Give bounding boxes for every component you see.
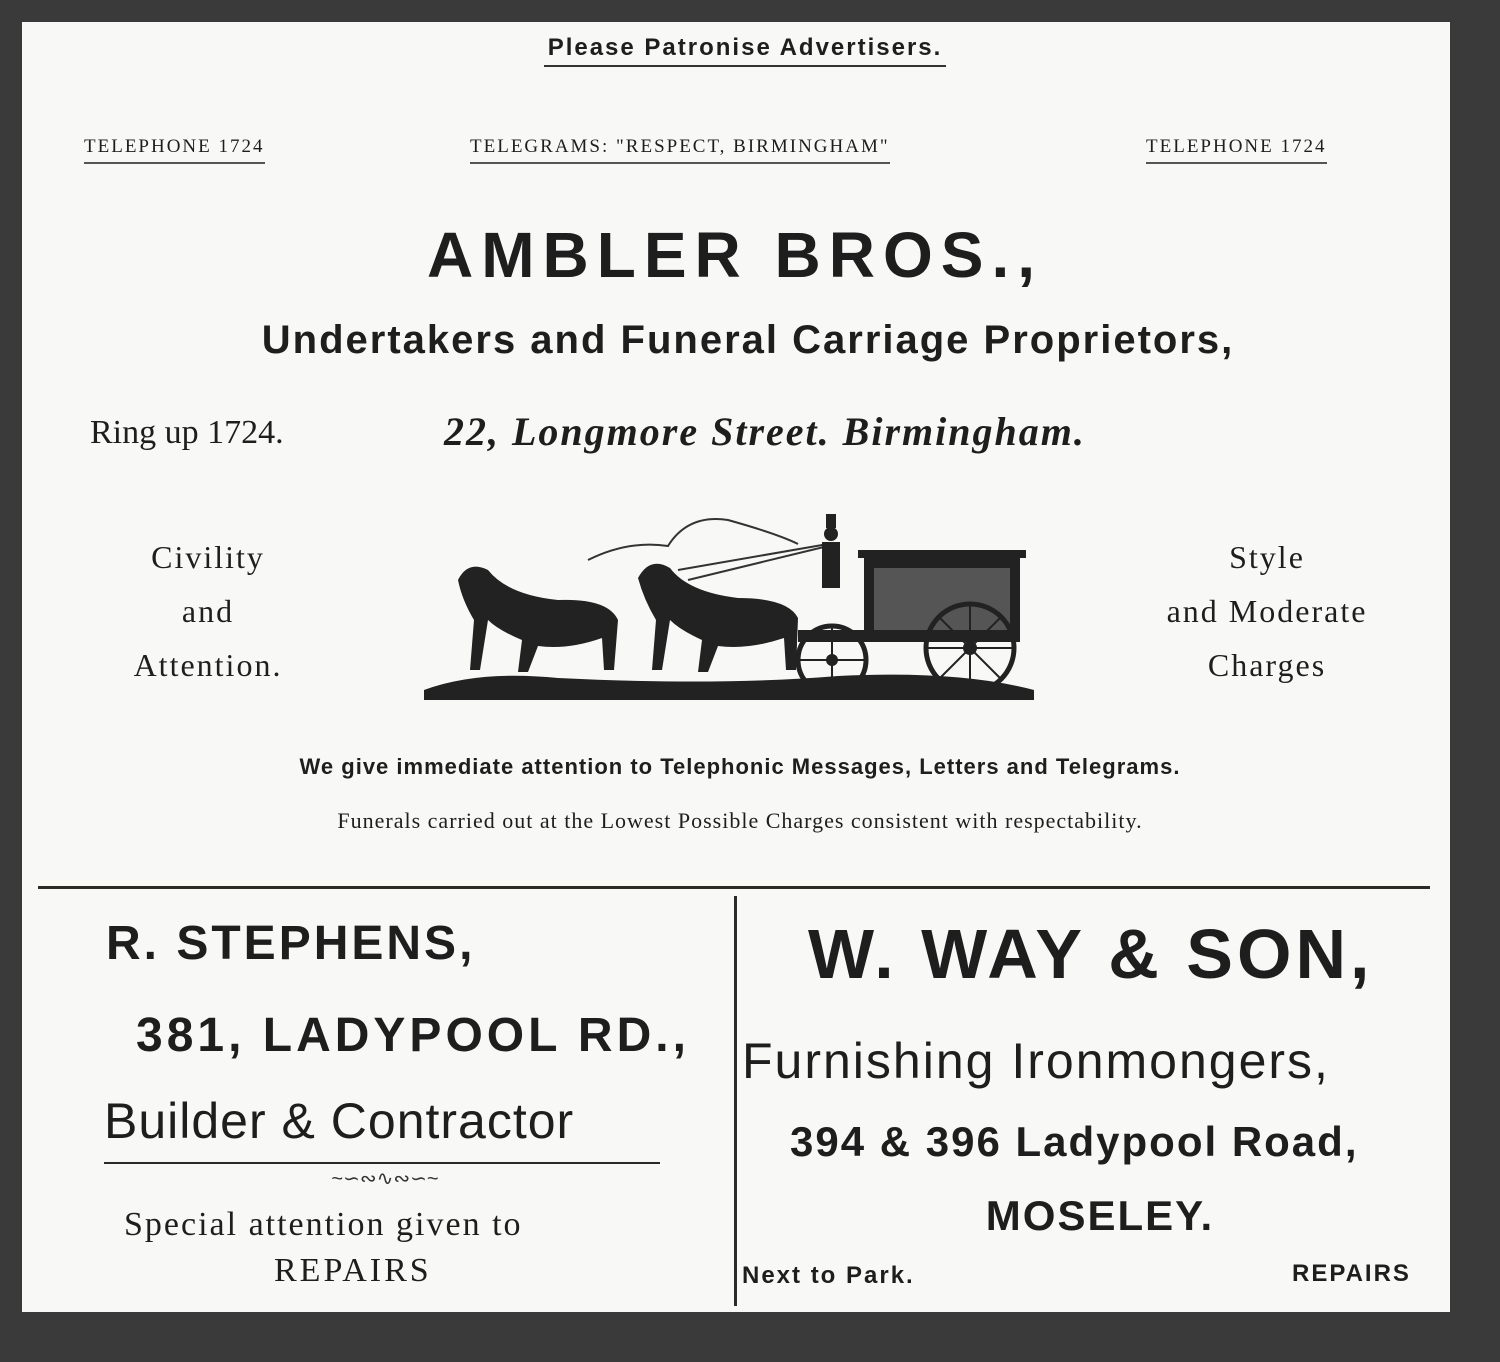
- ambler-attention-line: We give immediate attention to Telephonic Messages, Letters and Telegrams.: [299, 754, 1181, 779]
- way-name: W. WAY & SON,: [808, 915, 1374, 993]
- way-next-to-park: Next to Park.: [742, 1262, 915, 1289]
- ambler-address: 22, Longmore Street. Birmingham.: [444, 409, 1086, 454]
- stephens-repairs: REPAIRS: [274, 1252, 432, 1289]
- patronise-heading: Please Patronise Advertisers.: [0, 34, 1490, 62]
- motto-left-3: Attention.: [133, 647, 283, 683]
- telephone-left: TELEPHONE 1724: [84, 136, 265, 164]
- way-repairs: REPAIRS: [1292, 1260, 1411, 1287]
- stephens-flourish: ~∽∾∿∾∽~: [331, 1168, 439, 1190]
- telephone-right: TELEPHONE 1724: [1146, 136, 1327, 164]
- motto-right-2: and Moderate: [1166, 593, 1368, 629]
- motto-right-3: Charges: [1207, 647, 1327, 683]
- stephens-note: Special attention given to: [124, 1206, 523, 1243]
- ambler-bros-title: AMBLER BROS.,: [427, 219, 1043, 291]
- stephens-trade: Builder & Contractor: [104, 1093, 575, 1149]
- hearse-illustration: [418, 500, 1040, 710]
- stephens-name: R. STEPHENS,: [106, 917, 476, 970]
- stephens-underline: [104, 1162, 660, 1164]
- motto-right: [1122, 530, 1412, 692]
- section-divider: [38, 886, 1430, 889]
- column-divider: [734, 896, 737, 1306]
- ambler-trade: Undertakers and Funeral Carriage Proprietors,: [261, 318, 1235, 362]
- motto-left-1: Civility: [151, 539, 265, 575]
- motto-left-2: and: [181, 593, 235, 629]
- motto-left: [108, 530, 308, 692]
- ring-up: Ring up 1724.: [90, 414, 284, 451]
- way-address: 394 & 396 Ladypool Road,: [790, 1118, 1359, 1165]
- way-trade: Furnishing Ironmongers,: [742, 1033, 1330, 1089]
- way-town: MOSELEY.: [985, 1192, 1215, 1239]
- stephens-address: 381, LADYPOOL RD.,: [136, 1009, 690, 1062]
- telegrams-address: TELEGRAMS: "RESPECT, BIRMINGHAM": [470, 136, 890, 164]
- ambler-charges-line: Funerals carried out at the Lowest Possible Charges consistent with respectability.: [337, 808, 1143, 833]
- motto-right-1: Style: [1229, 539, 1305, 575]
